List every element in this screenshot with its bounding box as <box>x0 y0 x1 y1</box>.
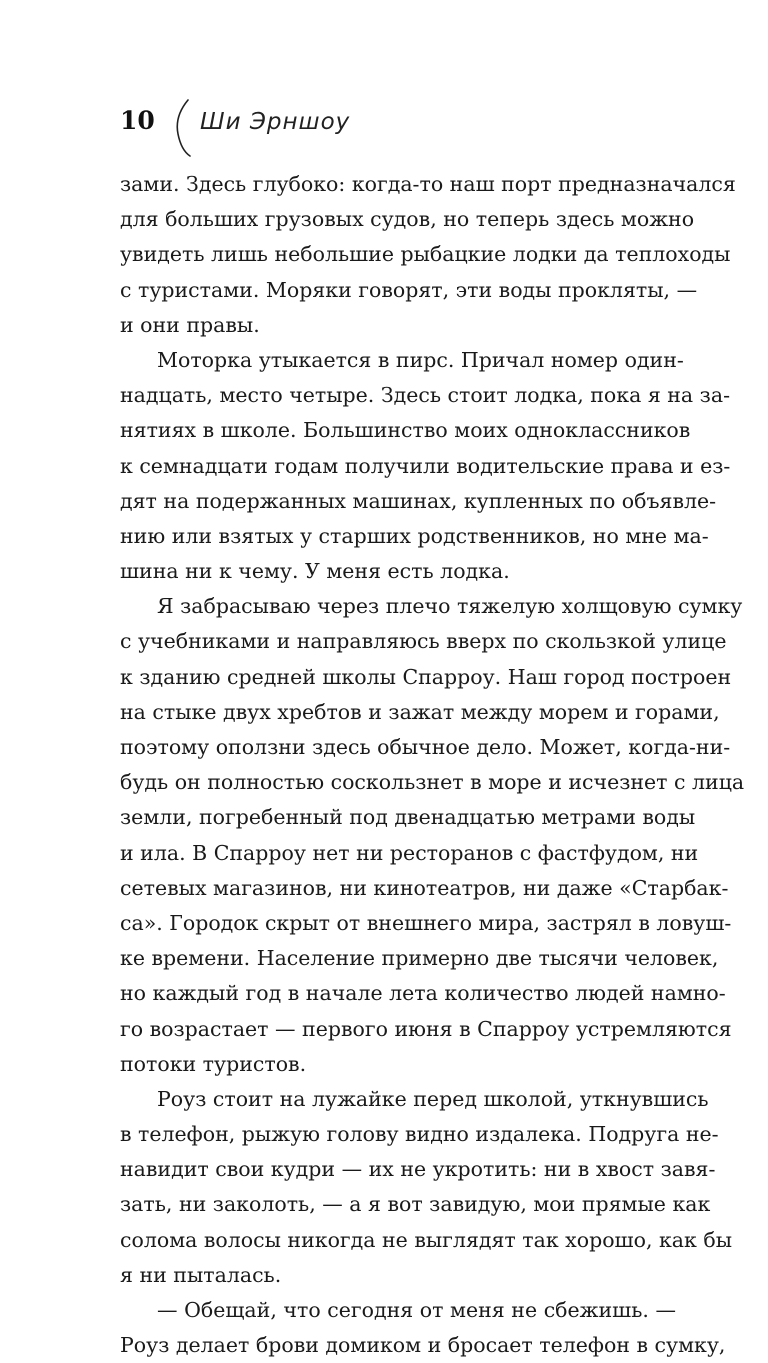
text-line: Я забрасываю через плечо тяжелую холщовую сумку <box>157 594 743 619</box>
running-head-author: Ши Эрншоу <box>200 109 351 135</box>
text-line: потоки туристов. <box>120 1051 307 1076</box>
text-line: зать, ни заколоть, — а я вот завидую, мои прямые как <box>120 1192 711 1217</box>
text-line: и ила. В Спарроу нет ни ресторанов с фастфудом, ни <box>120 840 699 865</box>
text-line: са». Городок скрыт от внешнего мира, застрял в ловуш- <box>120 910 732 935</box>
text-line: для больших грузовых судов, но теперь здесь можно <box>120 207 695 232</box>
text-line: нятиях в школе. Большинство моих одноклассников <box>120 418 691 443</box>
text-line: дят на подержанных машинах, купленных по объявле- <box>120 488 717 513</box>
text-line: будь он полностью соскользнет в море и исчезнет с лица <box>120 770 745 795</box>
text-line: с учебниками и направляюсь вверх по скользкой улице <box>120 629 727 654</box>
paragraph <box>120 1082 733 1293</box>
text-line: Моторка утыкается в пирс. Причал номер один- <box>157 347 684 372</box>
text-line: солома волосы никогда не выглядят так хорошо, как бы <box>120 1227 733 1252</box>
page-header <box>120 98 680 158</box>
text-line: Роуз делает брови домиком и бросает телефон в сумку, <box>120 1333 726 1358</box>
text-line: ке времени. Население примерно две тысячи человек, <box>120 946 719 971</box>
bracket-divider-icon <box>172 98 196 158</box>
text-line: к семнадцати годам получили водительские права и ез- <box>120 453 731 478</box>
paragraph <box>120 589 745 1082</box>
page-number: 10 <box>120 106 155 135</box>
text-line: с туристами. Моряки говорят, эти воды прокляты, — <box>120 277 698 302</box>
paragraph <box>120 1293 726 1363</box>
text-line: увидеть лишь небольшие рыбацкие лодки да теплоходы <box>120 242 731 267</box>
paragraph <box>120 343 731 589</box>
text-line: на стыке двух хребтов и зажат между морем и горами, <box>120 699 720 724</box>
text-line: надцать, место четыре. Здесь стоит лодка, пока я на за- <box>120 383 730 408</box>
text-line: к зданию средней школы Спарроу. Наш город построен <box>120 664 732 689</box>
text-line: — Обещай, что сегодня от меня не сбежишь. — <box>157 1298 676 1322</box>
body-text <box>120 167 745 1363</box>
text-line: сетевых магазинов, ни кинотеатров, ни даже «Старбак- <box>120 875 729 900</box>
text-line: поэтому оползни здесь обычное дело. Может, когда-ни- <box>120 735 731 759</box>
paragraph <box>120 167 736 343</box>
text-line: я ни пыталась. <box>120 1262 282 1287</box>
text-line: в телефон, рыжую голову видно издалека. Подруга не- <box>120 1122 719 1147</box>
text-line: нию или взятых у старших родственников, но мне ма- <box>120 523 709 548</box>
text-line: зами. Здесь глубоко: когда-то наш порт предназначался <box>120 172 736 196</box>
text-line: навидит свои кудри — их не укротить: ни в хвост завя- <box>120 1157 716 1182</box>
text-line: земли, погребенный под двенадцатью метрами воды <box>120 805 696 830</box>
text-line: го возрастает — первого июня в Спарроу устремляются <box>120 1016 732 1041</box>
text-line: шина ни к чему. У меня есть лодка. <box>120 559 510 584</box>
text-line: Роуз стоит на лужайке перед школой, уткнувшись <box>157 1086 709 1111</box>
text-line: и они правы. <box>120 312 260 337</box>
text-line: но каждый год в начале лета количество людей намно- <box>120 981 726 1006</box>
